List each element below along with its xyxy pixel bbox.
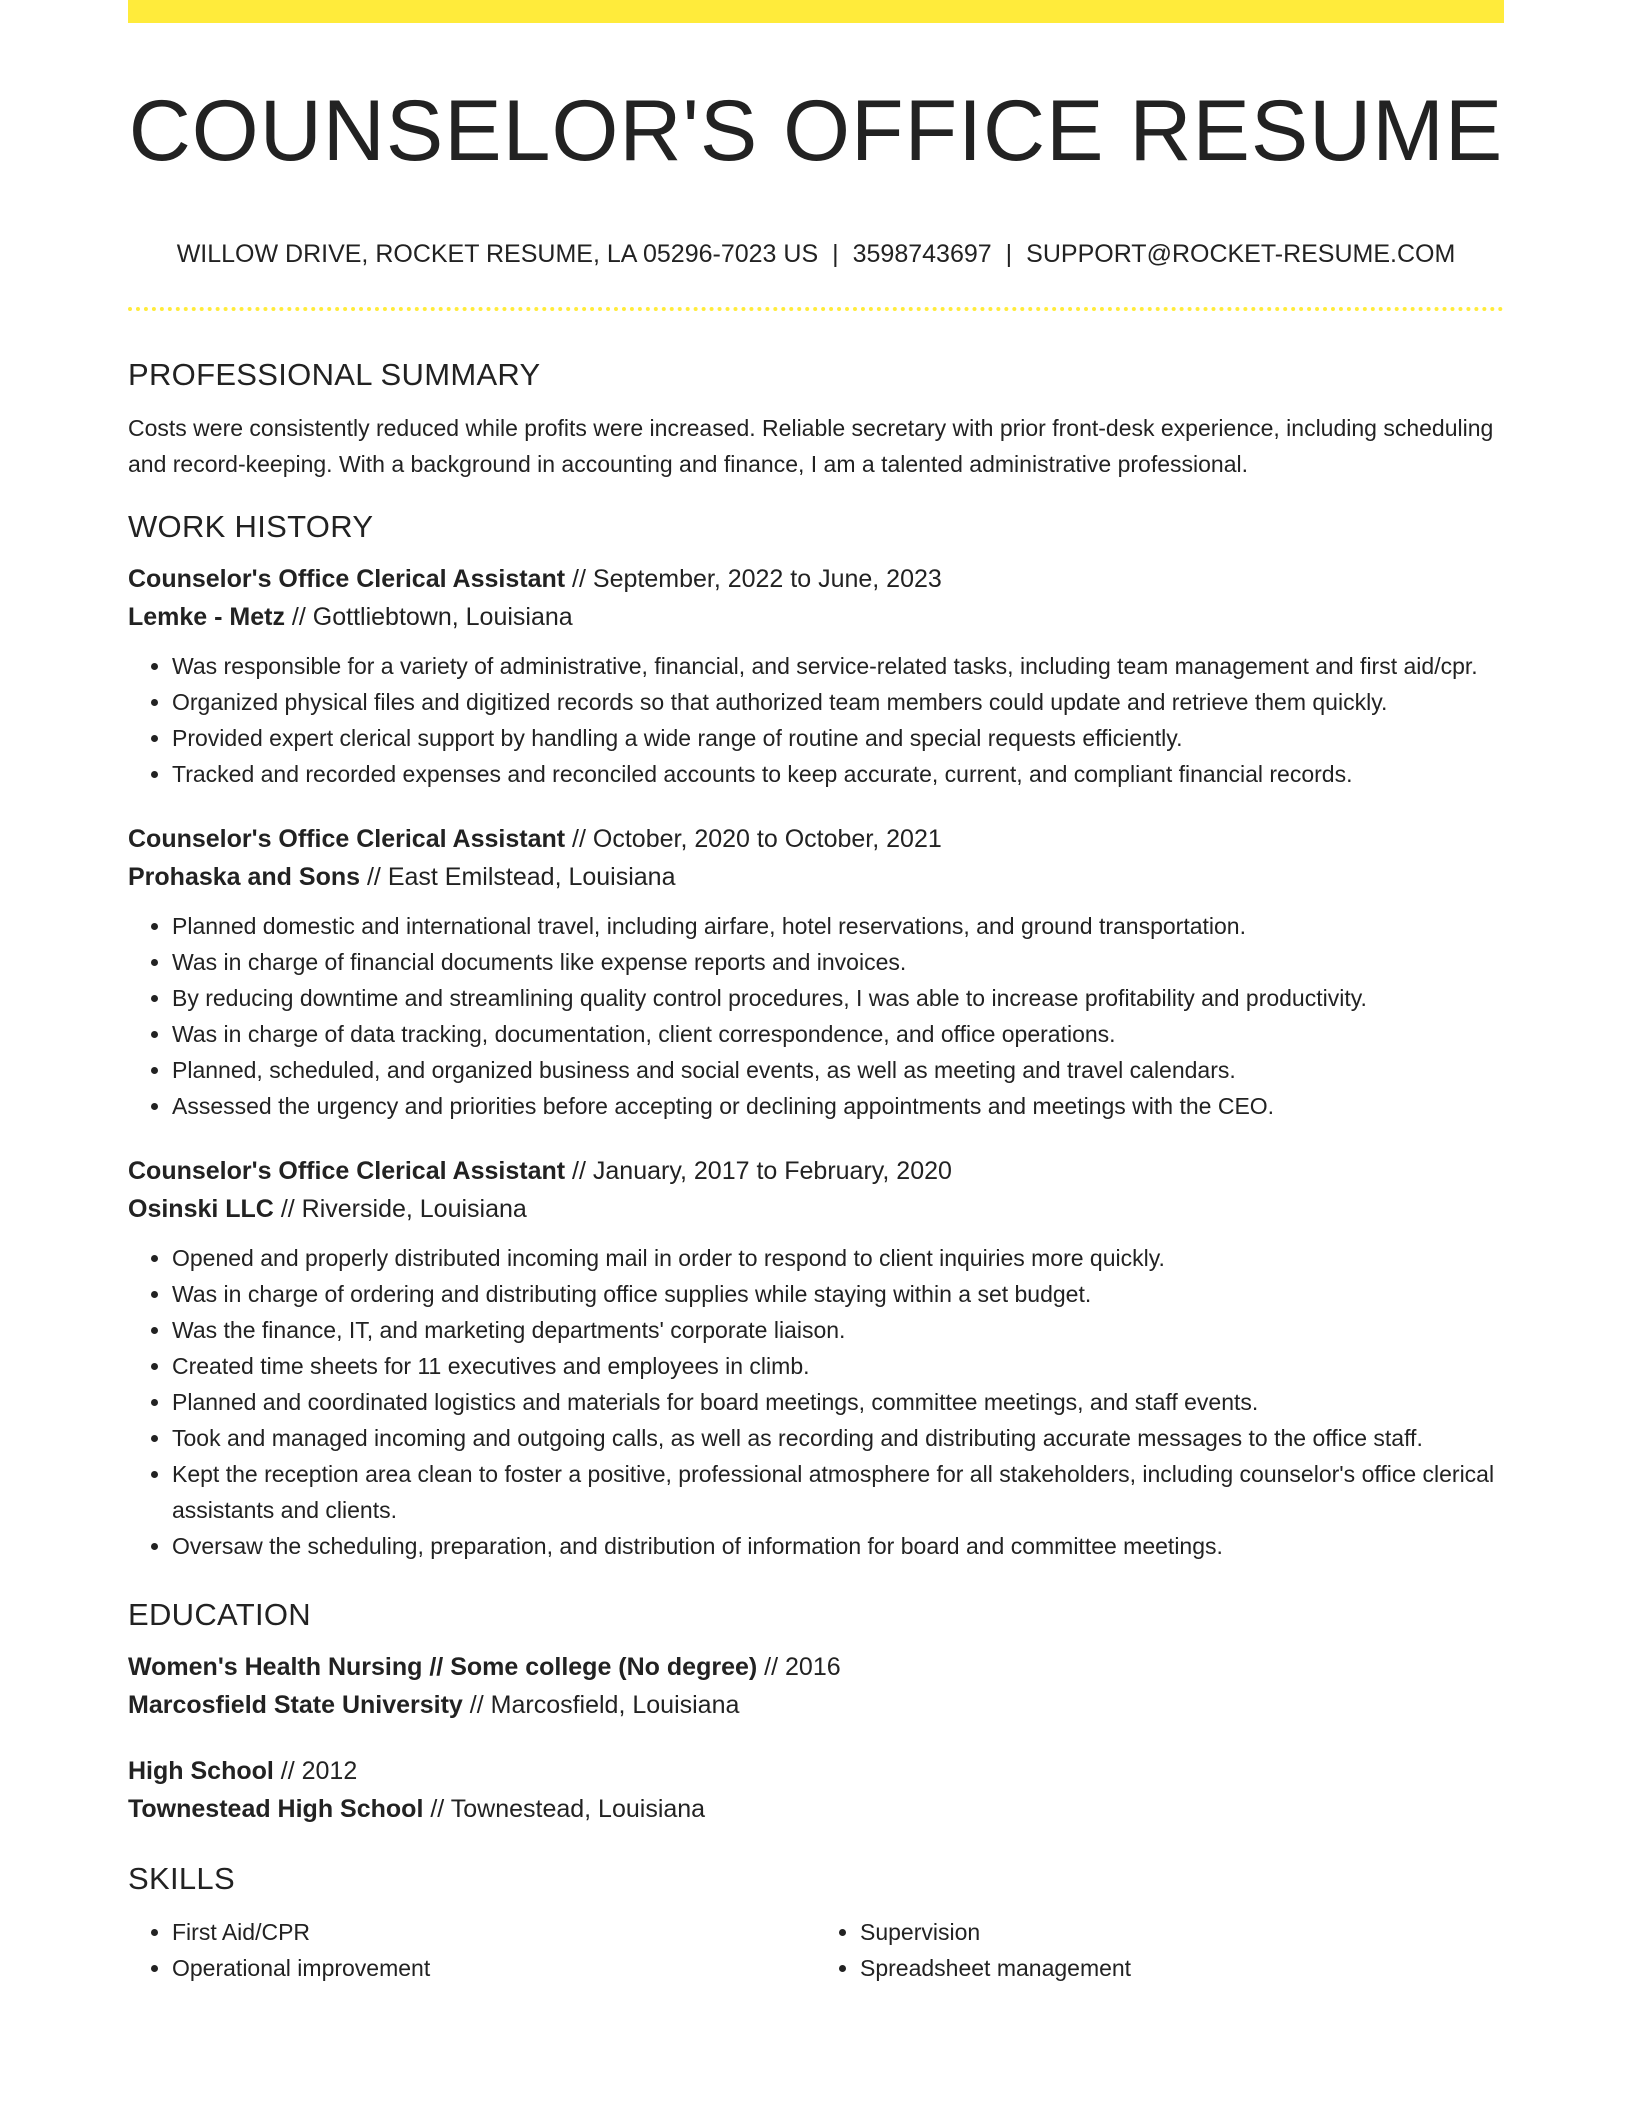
separator: // bbox=[462, 1691, 491, 1719]
list-item: • Created time sheets for 11 executives and employees in climb. bbox=[172, 1348, 1504, 1384]
job-bullets bbox=[128, 1240, 1504, 1564]
job-company: Osinski LLC bbox=[128, 1195, 274, 1223]
school: Marcosfield State University bbox=[128, 1691, 463, 1719]
job-title-line bbox=[128, 560, 1504, 598]
job-entry bbox=[128, 820, 1504, 1124]
list-item: • Supervision bbox=[860, 1914, 1504, 1950]
skills-list-right bbox=[816, 1914, 1504, 1986]
work-history-heading: WORK HISTORY bbox=[128, 509, 374, 544]
list-item: • Assessed the urgency and priorities before accepting or declining appointments and meetings with the CEO. bbox=[172, 1088, 1504, 1124]
job-entry bbox=[128, 560, 1504, 792]
degree-line bbox=[128, 1648, 1504, 1686]
job-location: Gottliebtown, Louisiana bbox=[312, 603, 573, 631]
separator: // bbox=[565, 565, 593, 593]
job-company-line bbox=[128, 598, 1504, 636]
summary-text: Costs were consistently reduced while profits were increased. Reliable secretary with prior front-desk experience, including scheduling and record-keeping. With a background in accounting and finance, I am a talented administrative professional. bbox=[128, 415, 1494, 477]
education-heading: EDUCATION bbox=[128, 1597, 311, 1632]
job-bullets bbox=[128, 648, 1504, 792]
list-item: • Was in charge of data tracking, documentation, client correspondence, and office operations. bbox=[172, 1016, 1504, 1052]
list-item: • By reducing downtime and streamlining quality control procedures, I was able to increase profitability and productivity. bbox=[172, 980, 1504, 1016]
education-entry bbox=[128, 1648, 1504, 1724]
separator: // bbox=[284, 603, 313, 631]
separator: // bbox=[565, 1157, 593, 1185]
job-title: Counselor's Office Clerical Assistant bbox=[128, 825, 566, 853]
separator: // bbox=[423, 1795, 451, 1823]
list-item: • Operational improvement bbox=[172, 1950, 816, 1986]
job-company-line bbox=[128, 858, 1504, 896]
school-line bbox=[128, 1790, 1504, 1828]
list-item: • Tracked and recorded expenses and reconciled accounts to keep accurate, current, and compliant financial records. bbox=[172, 756, 1504, 792]
degree: Women's Health Nursing // Some college (No degree) bbox=[128, 1653, 758, 1681]
job-title: Counselor's Office Clerical Assistant bbox=[128, 1157, 566, 1185]
address: WILLOW DRIVE, ROCKET RESUME, LA 05296-7023 US bbox=[176, 240, 819, 268]
school: Townestead High School bbox=[128, 1795, 424, 1823]
list-item: • Opened and properly distributed incoming mail in order to respond to client inquiries more quickly. bbox=[172, 1240, 1504, 1276]
header-divider bbox=[128, 307, 1504, 311]
school-line bbox=[128, 1686, 1504, 1724]
job-title-line bbox=[128, 820, 1504, 858]
list-item: • Spreadsheet management bbox=[860, 1950, 1504, 1986]
phone: 3598743697 bbox=[852, 240, 992, 268]
job-dates: October, 2020 to October, 2021 bbox=[592, 825, 942, 853]
degree-line bbox=[128, 1752, 1504, 1790]
degree: High School bbox=[128, 1757, 274, 1785]
job-company: Lemke - Metz bbox=[128, 603, 285, 631]
list-item: • Took and managed incoming and outgoing calls, as well as recording and distributing accurate messages to the office staff. bbox=[172, 1420, 1504, 1456]
list-item: • Planned and coordinated logistics and materials for board meetings, committee meetings, and staff events. bbox=[172, 1384, 1504, 1420]
separator: // bbox=[273, 1757, 302, 1785]
separator: // bbox=[360, 863, 388, 891]
skills-heading: SKILLS bbox=[128, 1861, 235, 1896]
job-dates: January, 2017 to February, 2020 bbox=[592, 1157, 952, 1185]
email-link[interactable]: SUPPORT@ROCKET-RESUME.COM bbox=[1026, 240, 1456, 268]
contact-separator: | bbox=[832, 240, 839, 268]
list-item: • Organized physical files and digitized records so that authorized team members could update and retrieve them quickly. bbox=[172, 684, 1504, 720]
list-item: • Oversaw the scheduling, preparation, and distribution of information for board and committee meetings. bbox=[172, 1528, 1504, 1564]
contact-line bbox=[128, 238, 1504, 270]
year: 2012 bbox=[301, 1757, 358, 1785]
list-item: • Planned, scheduled, and organized business and social events, as well as meeting and travel calendars. bbox=[172, 1052, 1504, 1088]
list-item: • Was in charge of ordering and distributing office supplies while staying within a set budget. bbox=[172, 1276, 1504, 1312]
list-item: • Was the finance, IT, and marketing departments' corporate liaison. bbox=[172, 1312, 1504, 1348]
list-item: • Provided expert clerical support by handling a wide range of routine and special requests efficiently. bbox=[172, 720, 1504, 756]
separator: // bbox=[565, 825, 593, 853]
list-item: • Planned domestic and international travel, including airfare, hotel reservations, and ground transportation. bbox=[172, 908, 1504, 944]
separator: // bbox=[273, 1195, 302, 1223]
year: 2016 bbox=[785, 1653, 841, 1681]
job-location: East Emilstead, Louisiana bbox=[387, 863, 676, 891]
job-location: Riverside, Louisiana bbox=[301, 1195, 527, 1223]
contact-separator: | bbox=[1005, 240, 1013, 268]
page-title: COUNSELOR'S OFFICE RESUME bbox=[128, 83, 1504, 179]
skills-list-left bbox=[128, 1914, 816, 1986]
job-title-line bbox=[128, 1152, 1504, 1190]
accent-bar bbox=[128, 0, 1504, 23]
separator: // bbox=[757, 1653, 786, 1681]
job-company-line bbox=[128, 1190, 1504, 1228]
resume-content bbox=[128, 352, 1504, 2014]
skills-columns bbox=[128, 1902, 1504, 2014]
job-title: Counselor's Office Clerical Assistant bbox=[128, 565, 566, 593]
list-item: • Was responsible for a variety of administrative, financial, and service-related tasks, including team management and first aid/cpr. bbox=[172, 648, 1504, 684]
list-item: • Kept the reception area clean to foster a positive, professional atmosphere for all stakeholders, including counselor's office clerical assistants and clients. bbox=[172, 1456, 1504, 1528]
school-location: Townestead, Louisiana bbox=[450, 1795, 706, 1823]
list-item: • Was in charge of financial documents like expense reports and invoices. bbox=[172, 944, 1504, 980]
job-dates: September, 2022 to June, 2023 bbox=[592, 565, 942, 593]
summary-heading: PROFESSIONAL SUMMARY bbox=[128, 357, 541, 392]
job-company: Prohaska and Sons bbox=[128, 863, 361, 891]
education-entry bbox=[128, 1752, 1504, 1828]
job-entry bbox=[128, 1152, 1504, 1564]
list-item: • First Aid/CPR bbox=[172, 1914, 816, 1950]
job-bullets bbox=[128, 908, 1504, 1124]
school-location: Marcosfield, Louisiana bbox=[490, 1691, 740, 1719]
